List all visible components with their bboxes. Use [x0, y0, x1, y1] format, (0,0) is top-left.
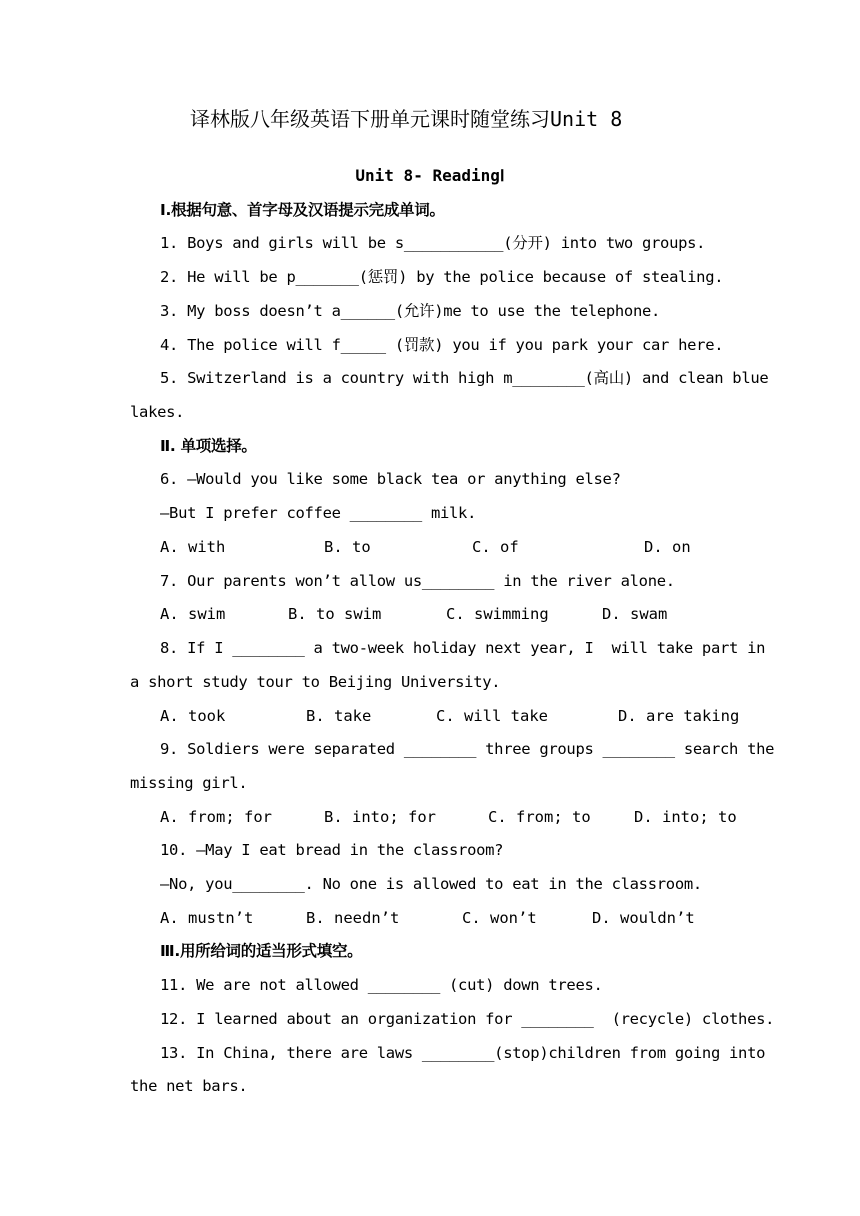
option-b: B. into; for — [324, 808, 436, 826]
section-heading-2: Ⅱ. 单项选择。 — [160, 437, 257, 455]
page-title: 译林版八年级英语下册单元课时随堂练习Unit 8 — [190, 107, 623, 131]
question-7-options — [160, 604, 732, 624]
question-10-line-1: 10. —May I eat bread in the classroom? — [160, 841, 504, 859]
question-9-options — [160, 807, 737, 827]
option-b: B. to — [324, 538, 371, 556]
option-b: B. needn’t — [306, 909, 400, 927]
option-d: D. swam — [602, 605, 668, 623]
question-7: 7. Our parents won’t allow us________ in the river alone. — [160, 572, 675, 590]
question-5-line-2: lakes. — [130, 403, 185, 421]
section-heading-3: Ⅲ.用所给词的适当形式填空。 — [160, 942, 363, 960]
option-d: D. on — [644, 538, 691, 556]
question-1: 1. Boys and girls will be s___________(分开) into two groups. — [160, 234, 706, 252]
option-c: C. from; to — [488, 808, 591, 826]
option-d: D. are taking — [618, 707, 740, 725]
question-8-line-1: 8. If I ________ a two-week holiday next year, I will take part in — [160, 639, 766, 657]
option-a: A. swim — [160, 605, 226, 623]
question-13-line-1: 13. In China, there are laws ________(stop)children from going into — [160, 1044, 766, 1062]
option-b: B. to swim — [288, 605, 382, 623]
question-9-line-1: 9. Soldiers were separated ________ three groups ________ search the — [160, 740, 775, 758]
question-9-line-2: missing girl. — [130, 774, 248, 792]
option-a: A. with — [160, 538, 226, 556]
option-a: A. took — [160, 707, 226, 725]
option-b: B. take — [306, 707, 372, 725]
option-a: A. from; for — [160, 808, 272, 826]
question-5-line-1: 5. Switzerland is a country with high m________(高山) and clean blue — [160, 369, 769, 387]
option-d: D. into; to — [634, 808, 737, 826]
option-d: D. wouldn’t — [592, 909, 695, 927]
question-8-options — [160, 706, 740, 726]
question-11: 11. We are not allowed ________ (cut) down trees. — [160, 976, 603, 994]
question-6-options — [160, 537, 732, 557]
question-8-line-2: a short study tour to Beijing University. — [130, 673, 501, 691]
question-10-line-2: —No, you________. No one is allowed to eat in the classroom. — [160, 875, 702, 893]
question-2: 2. He will be p_______(惩罚) by the police because of stealing. — [160, 268, 724, 286]
option-c: C. won’t — [462, 909, 537, 927]
question-10-options — [160, 908, 732, 928]
question-3: 3. My boss doesn’t a______(允许)me to use the telephone. — [160, 302, 661, 320]
option-a: A. mustn’t — [160, 909, 254, 927]
lesson-subtitle: Unit 8- ReadingⅠ — [355, 166, 505, 185]
option-c: C. will take — [436, 707, 548, 725]
question-6-line-1: 6. —Would you like some black tea or anything else? — [160, 470, 621, 488]
question-12: 12. I learned about an organization for ________ (recycle) clothes. — [160, 1010, 775, 1028]
option-c: C. of — [472, 538, 519, 556]
question-13-line-2: the net bars. — [130, 1077, 248, 1095]
question-6-line-2: —But I prefer coffee ________ milk. — [160, 504, 477, 522]
option-c: C. swimming — [446, 605, 549, 623]
section-heading-1: Ⅰ.根据句意、首字母及汉语提示完成单词。 — [160, 201, 445, 219]
question-4: 4. The police will f_____ (罚款) you if you park your car here. — [160, 336, 724, 354]
